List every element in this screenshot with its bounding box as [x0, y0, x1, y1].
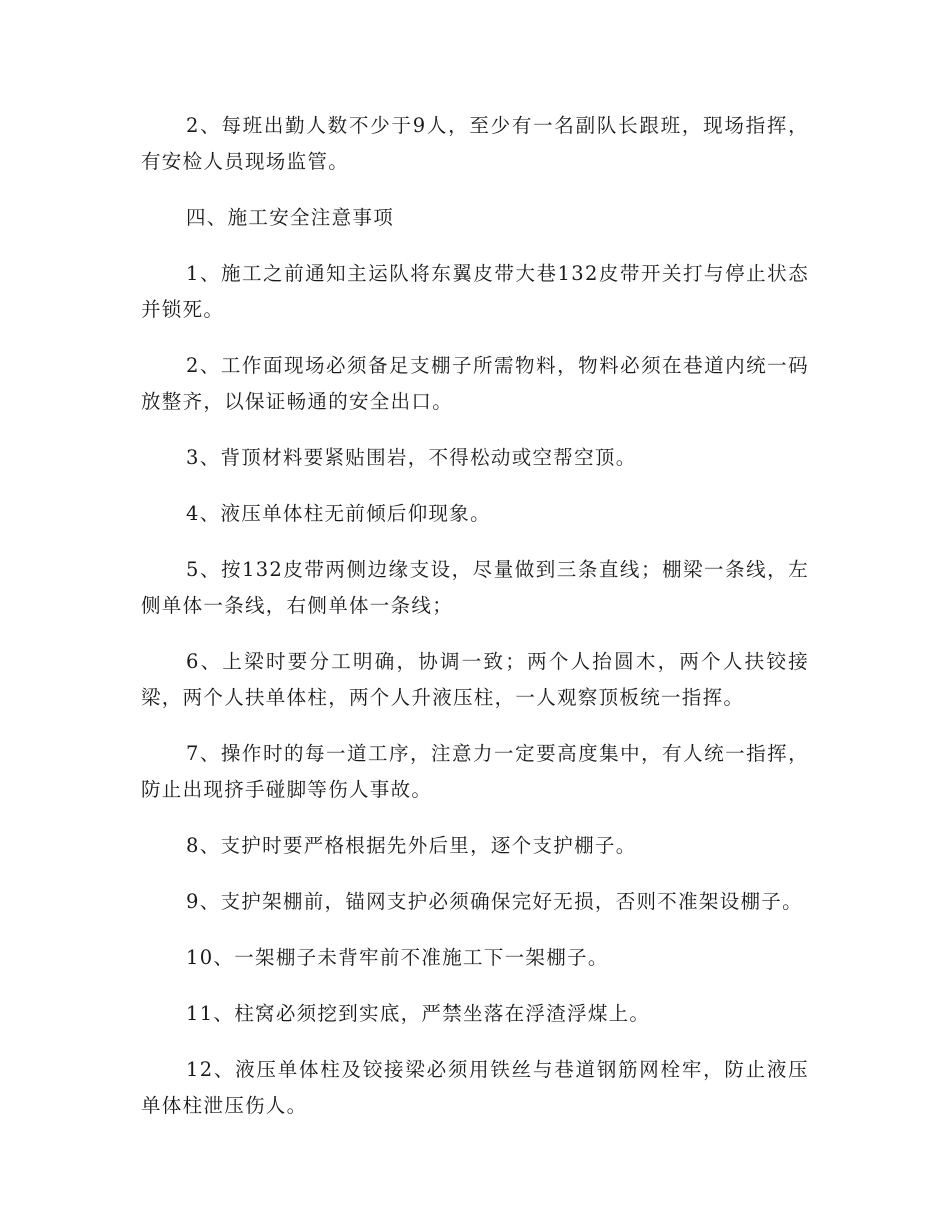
paragraph-item-10: 10、一架棚子未背牢前不准施工下一架棚子。 [186, 946, 609, 969]
paragraph-item-12: 12、液压单体柱及铰接梁必须用铁丝与巷道钢筋网栓牢，防止液压单体柱泄压伤人。 [141, 1058, 809, 1117]
paragraph-item-6: 6、上梁时要分工明确，协调一致；两个人抬圆木，两个人扶铰接梁，两个人扶单体柱，两个人升液压柱，一人观察顶板统一指挥。 [141, 650, 809, 709]
paragraph-item-7: 7、操作时的每一道工序，注意力一定要高度集中，有人统一指挥，防止出现挤手碰脚等伤人事故。 [141, 742, 809, 801]
paragraph-item-9: 9、支护架棚前，锚网支护必须确保完好无损，否则不准架设棚子。 [186, 890, 803, 913]
paragraph-item-4: 4、液压单体柱无前倾后仰现象。 [186, 502, 491, 525]
paragraph-item-11: 11、柱窝必须挖到实底，严禁坐落在浮渣浮煤上。 [186, 1002, 651, 1025]
paragraph-item-2: 2、工作面现场必须备足支棚子所需物料，物料必须在巷道内统一码放整齐，以保证畅通的安全出口。 [141, 354, 809, 413]
document-page [141, 108, 809, 1144]
paragraph-item-8: 8、支护时要严格根据先外后里，逐个支护棚子。 [186, 834, 637, 857]
paragraph-staffing: 2、每班出勤人数不少于9人，至少有一名副队长跟班，现场指挥，有安检人员现场监管。 [141, 114, 809, 173]
paragraph-item-5: 5、按132皮带两侧边缘支设，尽量做到三条直线；棚梁一条线，左侧单体一条线，右侧单体一条线； [141, 558, 809, 617]
paragraph-item-1: 1、施工之前通知主运队将东翼皮带大巷132皮带开关打与停止状态并锁死。 [141, 262, 809, 321]
section-heading-safety: 四、施工安全注意事项 [186, 206, 395, 229]
paragraph-item-3: 3、背顶材料要紧贴围岩，不得松动或空帮空顶。 [186, 446, 637, 469]
